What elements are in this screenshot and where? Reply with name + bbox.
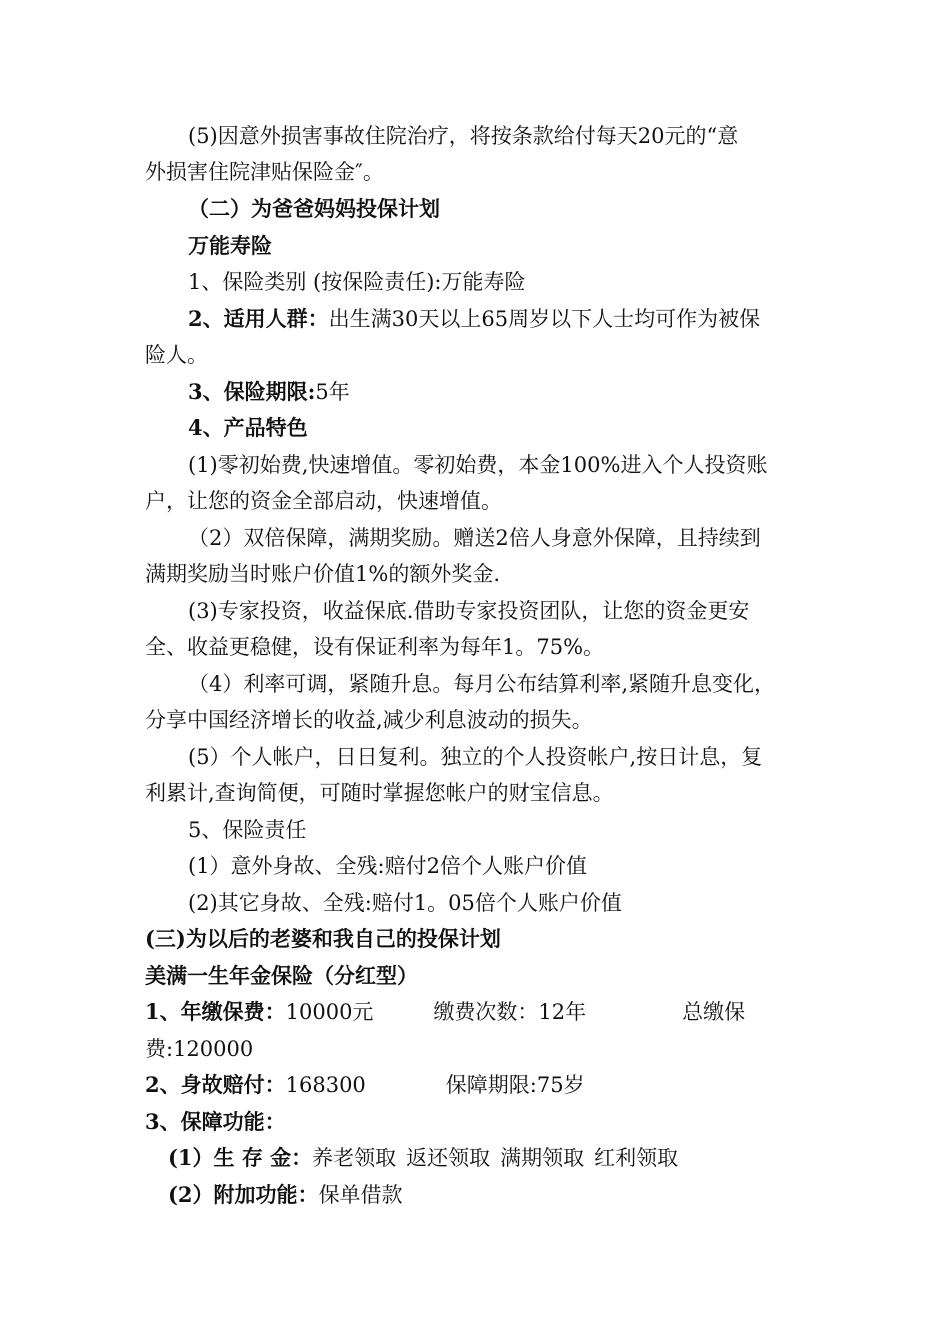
feature-1-line-2: 户，让您的资金全部启动，快速增值。 [145, 489, 502, 513]
item-3-value: 5年 [315, 380, 350, 404]
item-2-line-1 [188, 304, 760, 334]
item-3-label: 3、保险期限: [188, 379, 316, 404]
paragraph-5-line-2: 外损害住院津贴保险金″。 [145, 160, 384, 184]
section-3-product: 美满一生年金保险（分红型） [145, 963, 418, 988]
section-3-heading: (三)为以后的老婆和我自己的投保计划 [145, 926, 501, 951]
item-2-label: 2、适用人群： [188, 306, 329, 331]
item-1-category: 1、保险类别 (按保险责任):万能寿险 [188, 270, 526, 294]
death-benefit-line [145, 1070, 585, 1100]
survival-benefit-line [168, 1143, 678, 1173]
paragraph-5-line-1: (5)因意外损害事故住院治疗，将按条款给付每天20元的“意 [188, 124, 739, 148]
death-benefit-value: 168300 [285, 1073, 366, 1097]
feature-1-line-1: (1)零初始费,快速增值。零初始费，本金100%进入个人投资账 [188, 453, 768, 477]
feature-3-line-2: 全、收益更稳健，设有保证利率为每年1。75%。 [145, 635, 605, 659]
survival-item: 养老领取 [312, 1146, 397, 1170]
annual-premium-label: 1、年缴保费： [145, 999, 286, 1024]
section-2-product: 万能寿险 [188, 233, 272, 258]
feature-2-line-1: （2）双倍保障，满期奖励。赠送2倍人身意外保障，且持续到 [188, 526, 761, 550]
survival-item: 满期领取 [500, 1146, 585, 1170]
feature-5-line-2: 利累计,查询简便，可随时掌握您帐户的财宝信息。 [145, 781, 614, 805]
feature-4-line-2: 分享中国经济增长的收益,减少利息波动的损失。 [145, 708, 593, 732]
survival-item: 返还领取 [406, 1146, 491, 1170]
item-2-line-2: 险人。 [145, 343, 208, 367]
survival-item: 红利领取 [594, 1146, 679, 1170]
total-premium-label: 总缴保 [682, 1000, 746, 1024]
additional-functions-label: (2）附加功能： [168, 1182, 319, 1207]
section-2-heading: （二）为爸爸妈妈投保计划 [188, 196, 440, 221]
death-benefit-label: 2、身故赔付： [145, 1072, 286, 1097]
item-4-label: 4、产品特色 [188, 415, 308, 440]
additional-functions-line [168, 1180, 403, 1210]
item-2-text: 出生满30天以上65周岁以下人士均可作为被保 [328, 307, 761, 331]
annual-premium-value: 10000元 [285, 1000, 374, 1024]
coverage-period: 保障期限:75岁 [445, 1073, 585, 1097]
coverage-functions-label: 3、保障功能： [145, 1109, 286, 1134]
survival-benefit-label: (1）生 存 金： [168, 1145, 313, 1170]
feature-2-line-2: 满期奖励当时账户价值1%的额外奖金. [145, 562, 500, 586]
item-5-label: 5、保险责任 [188, 818, 307, 842]
responsibility-1: (1）意外身故、全残:赔付2倍个人账户价值 [188, 854, 587, 878]
additional-functions-value: 保单借款 [318, 1183, 403, 1207]
total-premium-value: 费:120000 [145, 1037, 254, 1061]
item-3-line [188, 377, 350, 407]
annual-premium-line [145, 997, 745, 1027]
feature-3-line-1: (3)专家投资，收益保底.借助专家投资团队，让您的资金更安 [188, 599, 750, 623]
feature-5-line-1: (5）个人帐户，日日复利。独立的个人投资帐户,按日计息，复 [188, 745, 763, 769]
responsibility-2: (2)其它身故、全残:赔付1。05倍个人账户价值 [188, 891, 622, 915]
payment-count: 缴费次数：12年 [433, 1000, 587, 1024]
feature-4-line-1: （4）利率可调，紧随升息。每月公布结算利率,紧随升息变化， [188, 672, 776, 696]
